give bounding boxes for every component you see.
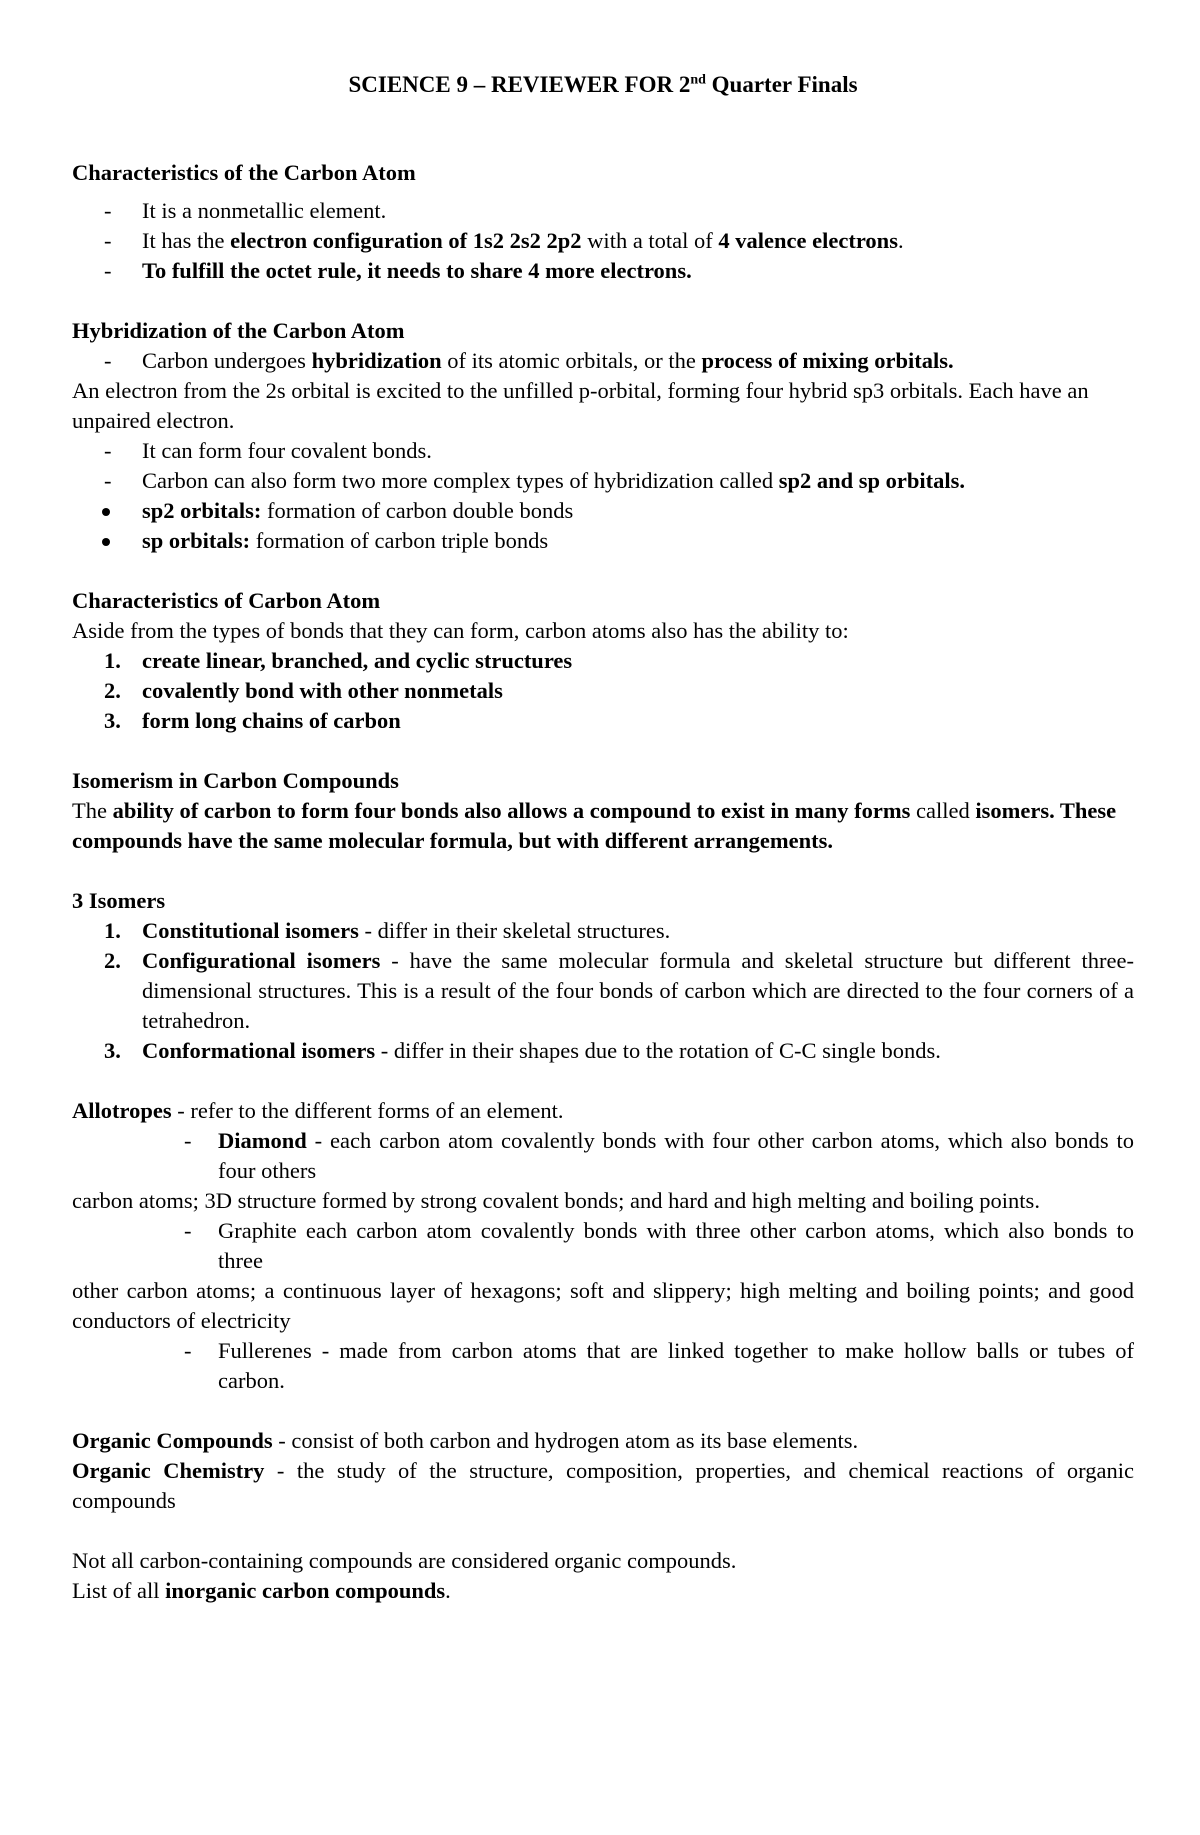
number-marker: 3. xyxy=(104,708,121,733)
section-three-isomers xyxy=(72,886,1134,1066)
list-item xyxy=(72,1126,1134,1186)
section-isomerism xyxy=(72,766,1134,856)
section-heading: Characteristics of Carbon Atom xyxy=(72,588,381,613)
page-title xyxy=(72,70,1134,100)
item-bold: form long chains of carbon xyxy=(142,708,401,733)
item-text: Carbon can also form two more complex types of hybridization called xyxy=(142,468,779,493)
section-carbon-atom-characteristics xyxy=(72,158,1134,286)
item-text: It can form four covalent bonds. xyxy=(142,438,432,463)
list-item xyxy=(72,1216,1134,1276)
numbered-item xyxy=(72,946,1134,1036)
item-text: . xyxy=(897,228,904,253)
dash-marker: - xyxy=(104,228,112,253)
item-text: formation of carbon triple bonds xyxy=(250,528,549,553)
number-marker: 1. xyxy=(104,918,121,943)
list-item xyxy=(72,1336,1134,1396)
para-bold: isomers. These compounds have the same molecular formula, but with different arrangements. xyxy=(72,798,1117,853)
para-text: . xyxy=(445,1578,451,1603)
dash-marker: - xyxy=(104,198,112,223)
dash-marker: - xyxy=(104,438,112,463)
section-hybridization xyxy=(72,316,1134,556)
item-bold: Diamond xyxy=(218,1128,307,1153)
number-marker: 1. xyxy=(104,648,121,673)
para-text: - refer to the different forms of an element. xyxy=(171,1098,564,1123)
list-item xyxy=(72,226,1134,256)
paragraph: An electron from the 2s orbital is excited to the unfilled p-orbital, forming four hybrid sp3 orbitals. Each have an unpaired electron. xyxy=(72,378,1089,433)
item-text: - differ in their skeletal structures. xyxy=(358,918,671,943)
para-bold: ability of carbon to form four bonds also allows a compound to exist in many forms xyxy=(112,798,911,823)
item-text: of its atomic orbitals, or the xyxy=(441,348,702,373)
item-text: - differ in their shapes due to the rotation of C-C single bonds. xyxy=(375,1038,941,1063)
item-bold: process of mixing orbitals. xyxy=(701,348,954,373)
list-item xyxy=(72,436,1134,466)
para-text: called xyxy=(910,798,976,823)
number-marker: 2. xyxy=(104,678,121,703)
numbered-item xyxy=(72,676,1134,706)
item-bold: covalently bond with other nonmetals xyxy=(142,678,503,703)
item-text: Fullerenes - made from carbon atoms that are linked together to make hollow balls or tubes of carbon. xyxy=(218,1338,1134,1393)
document-body xyxy=(72,70,1134,1636)
title-superscript: nd xyxy=(690,72,706,88)
item-bold: Conformational isomers xyxy=(142,1038,376,1063)
para-bold: Organic Compounds xyxy=(72,1428,273,1453)
numbered-item xyxy=(72,916,1134,946)
numbered-item xyxy=(72,706,1134,736)
item-text: Carbon undergoes xyxy=(142,348,312,373)
item-bold: To fulfill the octet rule, it needs to share 4 more electrons. xyxy=(142,258,692,283)
para-text: - the study of the structure, composition, properties, and chemical reactions of organic compounds xyxy=(72,1458,1134,1513)
title-text: SCIENCE 9 – REVIEWER FOR 2 xyxy=(348,72,691,97)
dash-marker: - xyxy=(184,1128,192,1153)
paragraph: Not all carbon-containing compounds are considered organic compounds. xyxy=(72,1548,737,1573)
section-organic xyxy=(72,1426,1134,1516)
item-bold: 4 valence electrons xyxy=(718,228,898,253)
numbered-item xyxy=(72,1036,1134,1066)
dash-marker: - xyxy=(184,1218,192,1243)
bullet-icon xyxy=(102,538,110,546)
section-allotropes xyxy=(72,1096,1134,1396)
section-inorganic-note xyxy=(72,1546,1134,1606)
item-bold: sp2 and sp orbitals. xyxy=(778,468,966,493)
number-marker: 2. xyxy=(104,948,121,973)
numbered-item xyxy=(72,646,1134,676)
para-text: The xyxy=(72,798,113,823)
item-bold: sp2 orbitals: xyxy=(142,498,262,523)
list-item xyxy=(72,196,1134,226)
item-bold: Constitutional isomers xyxy=(142,918,359,943)
number-marker: 3. xyxy=(104,1038,121,1063)
section-heading: Characteristics of the Carbon Atom xyxy=(72,160,416,185)
title-tail: Quarter Finals xyxy=(705,72,858,97)
item-text: It is a nonmetallic element. xyxy=(142,198,387,223)
section-carbon-abilities xyxy=(72,586,1134,736)
item-bold: sp orbitals: xyxy=(142,528,251,553)
item-bold: create linear, branched, and cyclic structures xyxy=(142,648,573,673)
item-text: Graphite each carbon atom covalently bonds with three other carbon atoms, which also bonds to three xyxy=(218,1218,1134,1273)
list-item xyxy=(72,256,1134,286)
bullet-item xyxy=(72,496,1134,526)
para-text: - consist of both carbon and hydrogen atom as its base elements. xyxy=(272,1428,859,1453)
dash-marker: - xyxy=(104,468,112,493)
para-text: List of all xyxy=(72,1578,166,1603)
para-bold: inorganic carbon compounds xyxy=(165,1578,446,1603)
list-item xyxy=(72,466,1134,496)
para-bold: Organic Chemistry xyxy=(72,1458,265,1483)
paragraph xyxy=(72,1096,1134,1126)
list-item xyxy=(72,346,1134,376)
paragraph: carbon atoms; 3D structure formed by strong covalent bonds; and hard and high melting and boiling points. xyxy=(72,1188,1040,1213)
section-heading: Hybridization of the Carbon Atom xyxy=(72,318,405,343)
paragraph xyxy=(72,1456,1134,1516)
paragraph xyxy=(72,1426,1134,1456)
section-heading: 3 Isomers xyxy=(72,888,166,913)
item-text: with a total of xyxy=(581,228,719,253)
paragraph: other carbon atoms; a continuous layer of hexagons; soft and slippery; high melting and boiling points; and good conductors of electricity xyxy=(72,1278,1134,1333)
item-bold: Configurational isomers xyxy=(142,948,381,973)
dash-marker: - xyxy=(104,258,112,283)
para-bold: Allotropes xyxy=(72,1098,172,1123)
dash-marker: - xyxy=(184,1338,192,1363)
item-text: - each carbon atom covalently bonds with four other carbon atoms, which also bonds to four others xyxy=(218,1128,1134,1183)
bullet-icon xyxy=(102,508,110,516)
bullet-item xyxy=(72,526,1134,556)
paragraph xyxy=(72,1576,1134,1606)
item-text: - have the same molecular formula and skeletal structure but different three-dimensional structures. This is a result of the four bonds of carbon which are directed to the four corners of a tetrahedron. xyxy=(142,948,1134,1033)
item-text: It has the xyxy=(142,228,231,253)
item-bold: electron configuration of 1s2 2s2 2p2 xyxy=(230,228,582,253)
dash-marker: - xyxy=(104,348,112,373)
paragraph: Aside from the types of bonds that they can form, carbon atoms also has the ability to: xyxy=(72,618,849,643)
paragraph xyxy=(72,796,1134,856)
item-text: formation of carbon double bonds xyxy=(261,498,574,523)
item-bold: hybridization xyxy=(311,348,442,373)
section-heading: Isomerism in Carbon Compounds xyxy=(72,768,399,793)
